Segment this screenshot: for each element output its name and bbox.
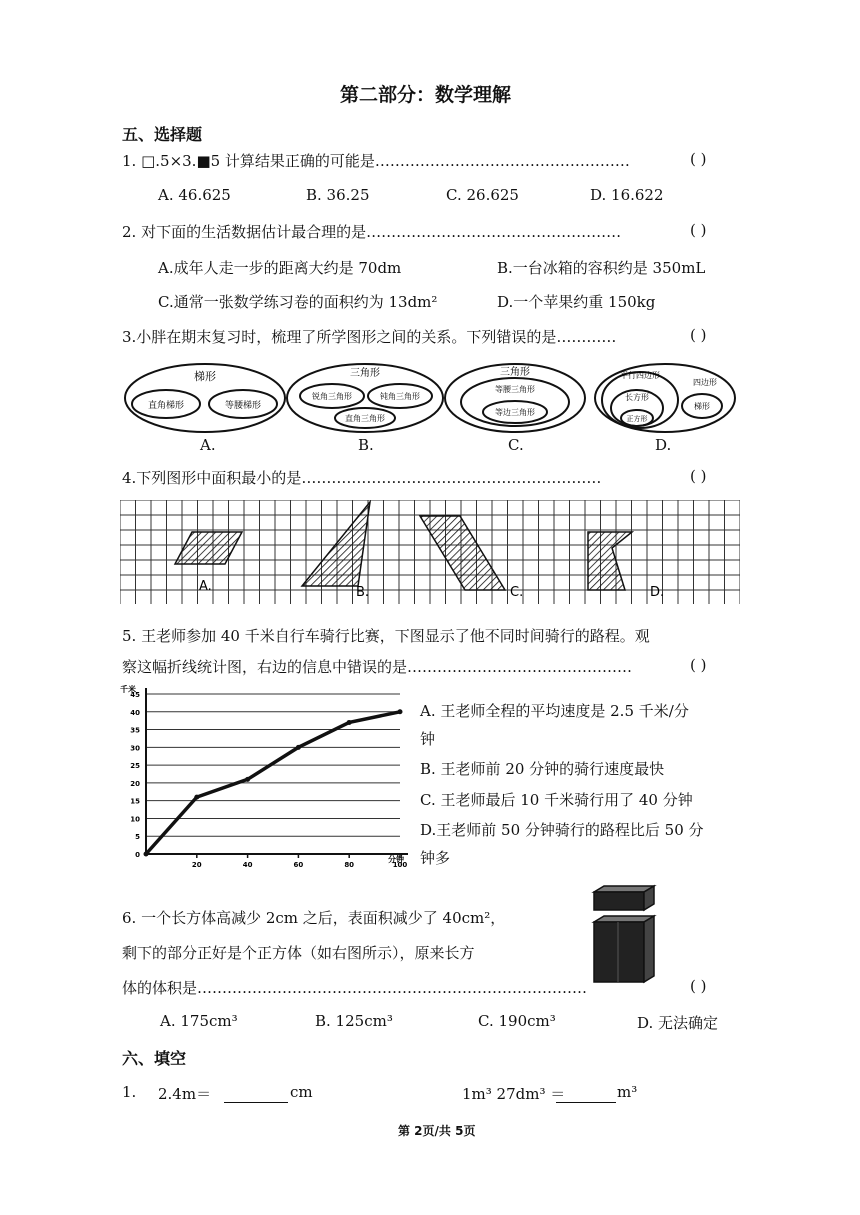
q5-answer-paren[interactable]: ( ) [690,656,707,674]
q4-label-b: B. [356,585,370,600]
venn-b-left: 锐角三角形 [312,392,352,401]
q5-option-a[interactable]: A. 王老师全程的平均速度是 2.5 千米/分 [420,702,689,720]
venn-b-bottom: 直角三角形 [345,414,385,423]
section-heading-choice: 五、选择题 [122,125,203,144]
q2-option-b[interactable]: B.一台冰箱的容积约是 350mL [497,259,706,277]
venn-d-para: 平行四边形 [620,371,660,380]
venn-c-mid: 等腰三角形 [495,385,535,394]
q1-option-b[interactable]: B. 36.25 [306,186,370,204]
q6-option-d[interactable]: D. 无法确定 [637,1014,719,1032]
chart-y-tick-label: 35 [130,726,140,735]
chart-x-ticks [192,861,408,867]
q4-answer-paren[interactable]: ( ) [690,467,707,485]
chart-point [144,852,149,857]
venn-c-inner: 等边三角形 [495,408,535,417]
q5-option-c[interactable]: C. 王老师最后 10 千米骑行用了 40 分钟 [420,791,693,809]
venn-a-outer: 梯形 [194,370,216,383]
q5-option-a-cont: 钟 [420,730,436,748]
q5-stem-line1: 5. 王老师参加 40 千米自行车骑行比赛，下图显示了他不同时间骑行的路程。观 [122,627,650,645]
chart-x-tick-label: 20 [191,861,202,867]
q6-option-b[interactable]: B. 125cm³ [315,1012,393,1030]
chart-point [398,709,403,714]
chart-ylabel: 千米 [120,685,136,694]
fill-q1-left-text: 2.4m＝ [158,1085,212,1103]
q1-option-c[interactable]: C. 26.625 [446,186,519,204]
chart-x-tick-label: 40 [242,861,253,867]
q2-answer-paren[interactable]: ( ) [690,221,707,239]
q1-stem: 1. □.5×3.■5 计算结果正确的可能是…………………………………………… [122,152,630,170]
chart-y-tick-label: 5 [135,833,140,842]
q6-line2: 剩下的部分正好是个正方体（如右图所示），原来长方 [122,944,475,962]
venn-d-trap: 梯形 [694,402,710,411]
page-footer: 第 2页/共 5页 [398,1124,476,1138]
chart-x-tick-label: 100 [392,861,408,867]
chart-y-tick-label: 0 [135,851,140,859]
q2-option-d[interactable]: D.一个苹果约重 150kg [497,293,656,311]
chart-point [296,745,301,750]
q2-stem: 2. 对下面的生活数据估计最合理的是…………………………………………… [122,223,622,241]
shape-a-parallelogram [175,532,242,564]
q5-option-d-cont: 钟多 [420,849,451,867]
q3-stem: 3.小胖在期末复习时，梳理了所学图形之间的关系。下列错误的是………… [122,328,617,346]
fill-q1-right-text: 1m³ 27dm³ ＝ [462,1085,566,1103]
q1-answer-paren[interactable]: ( ) [690,150,707,168]
chart-y-tick-label: 25 [130,762,140,771]
venn-c-outer: 三角形 [500,367,530,378]
chart-y-tick-label: 10 [130,815,140,824]
chart-y-ticks [130,691,140,859]
chart-y-tick-label: 20 [130,779,140,788]
fill-q1-right-blank[interactable] [556,1088,616,1103]
q6-line3: 体的体积是…………………………………………………………………… [122,979,588,997]
q3-label-b[interactable]: B. [358,436,374,454]
venn-d [595,364,735,432]
chart-point [347,720,352,725]
venn-a-right: 等腰梯形 [224,401,262,411]
q3-label-c[interactable]: C. [508,436,524,454]
chart-x-tick-label: 60 [293,861,304,867]
q2-option-a[interactable]: A.成年人走一步的距离大约是 70dm [158,259,402,277]
q5-stem-line2: 察这幅折线统计图，右边的信息中错误的是……………………………………… [122,658,633,676]
q2-option-c[interactable]: C.通常一张数学练习卷的面积约为 13dm² [158,293,438,311]
q6-answer-paren[interactable]: ( ) [690,977,707,995]
q4-grid-figures [120,500,740,604]
venn-b-right: 钝角三角形 [380,392,420,401]
shape-d-notched [588,532,632,590]
q4-stem: 4.下列图形中面积最小的是…………………………………………………… [122,469,602,487]
q4-label-c: C. [510,585,524,600]
section-heading-fill: 六、填空 [122,1049,187,1068]
q5-line-chart [118,682,413,867]
venn-d-outer: 四边形 [693,378,717,387]
chart-axes [146,688,408,858]
chart-y-tick-label: 45 [130,691,140,699]
q5-option-d[interactable]: D.王老师前 50 分钟骑行的路程比后 50 分 [420,821,704,839]
chart-point [194,795,199,800]
q4-label-a: A. [199,579,212,594]
chart-y-tick-label: 30 [130,744,140,753]
q3-answer-paren[interactable]: ( ) [690,326,707,344]
chart-x-tick-label: 80 [344,861,355,867]
page-title: 第二部分：数学理解 [340,84,512,106]
q6-option-c[interactable]: C. 190cm³ [478,1012,556,1030]
fill-q1-right-unit: m³ [617,1083,638,1101]
chart-point [245,777,250,782]
q3-label-a[interactable]: A. [200,436,216,454]
fill-q1-left-unit: cm [290,1083,313,1101]
venn-d-square: 正方形 [626,415,648,423]
fill-q1-number: 1. [122,1083,137,1101]
q5-option-b[interactable]: B. 王老师前 20 分钟的骑行速度最快 [420,760,665,778]
chart-y-tick-label: 15 [130,797,140,806]
q1-option-d[interactable]: D. 16.622 [590,186,664,204]
q1-option-a[interactable]: A. 46.625 [158,186,231,204]
venn-a-left: 直角梯形 [147,401,185,411]
chart-y-tick-label: 40 [130,708,140,717]
q4-label-d: D. [650,585,665,600]
venn-d-rect: 长方形 [625,393,649,402]
chart-xlabel: 分钟 [388,855,404,864]
fill-q1-left-blank[interactable] [224,1088,288,1103]
q3-label-d[interactable]: D. [655,436,672,454]
q6-option-a[interactable]: A. 175cm³ [160,1012,238,1030]
q6-line1: 6. 一个长方体高减少 2cm 之后，表面积减少了 40cm²， [122,909,506,927]
venn-b-outer: 三角形 [350,368,380,379]
q6-cuboid-figure [588,884,660,986]
